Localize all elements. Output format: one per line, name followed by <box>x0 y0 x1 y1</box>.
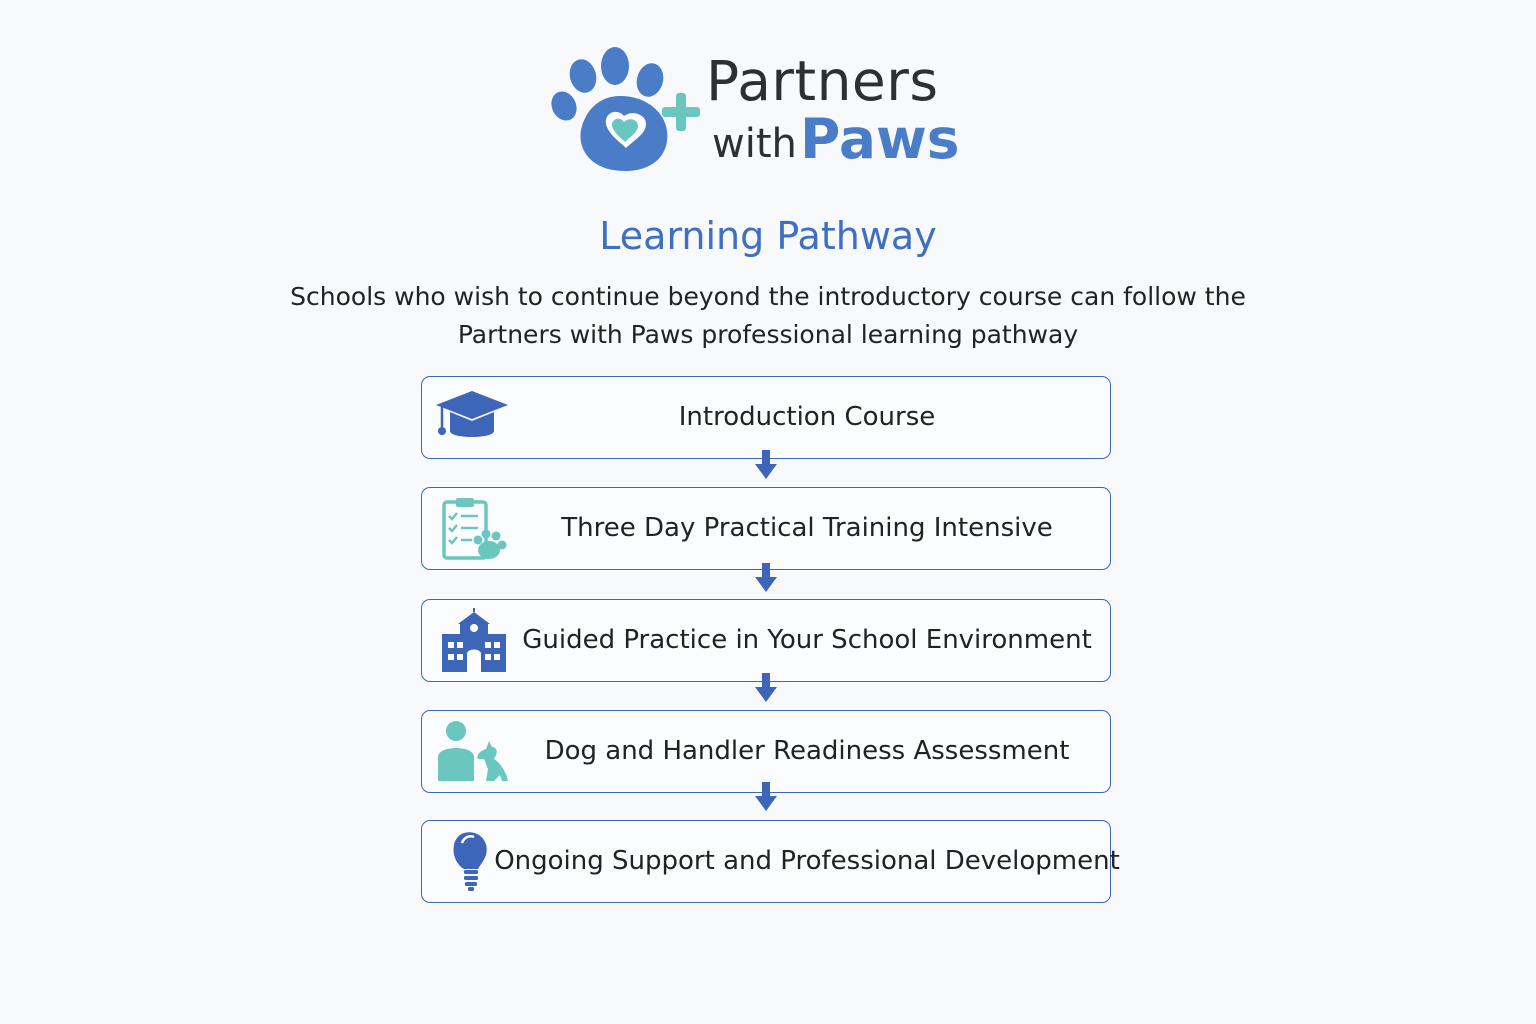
pathway-step-readiness-assessment <box>421 710 1111 793</box>
down-arrow-icon <box>755 563 777 593</box>
brand-name-with: with <box>712 121 797 167</box>
school-building-icon <box>434 608 510 674</box>
paw-heart-plus-icon <box>548 46 708 176</box>
page-title: Learning Pathway <box>599 214 937 258</box>
down-arrow-icon <box>755 673 777 703</box>
step-label: Introduction Course <box>678 402 936 432</box>
person-dog-icon <box>434 719 510 785</box>
page-subtitle: Schools who wish to continue beyond the introductory course can follow the Partners with Paws professional learning pathway <box>290 282 1246 349</box>
step-label: Three Day Practical Training Intensive <box>561 513 1053 543</box>
down-arrow-icon <box>755 450 777 480</box>
pathway-step-introduction <box>421 376 1111 459</box>
brand-name-partners: Partners <box>706 49 939 113</box>
brand-logo <box>548 46 960 176</box>
step-label: Dog and Handler Readiness Assessment <box>544 736 1070 766</box>
pathway-step-ongoing-support <box>421 820 1120 903</box>
down-arrow-icon <box>755 782 777 812</box>
step-label: Ongoing Support and Professional Development <box>494 846 1120 876</box>
pathway-step-training-intensive <box>421 487 1111 570</box>
clipboard-paw-icon <box>434 496 510 562</box>
step-label: Guided Practice in Your School Environment <box>522 625 1092 655</box>
brand-name-paws: Paws <box>800 107 960 171</box>
pathway-step-guided-practice <box>421 599 1111 682</box>
graduation-cap-icon <box>434 385 510 451</box>
